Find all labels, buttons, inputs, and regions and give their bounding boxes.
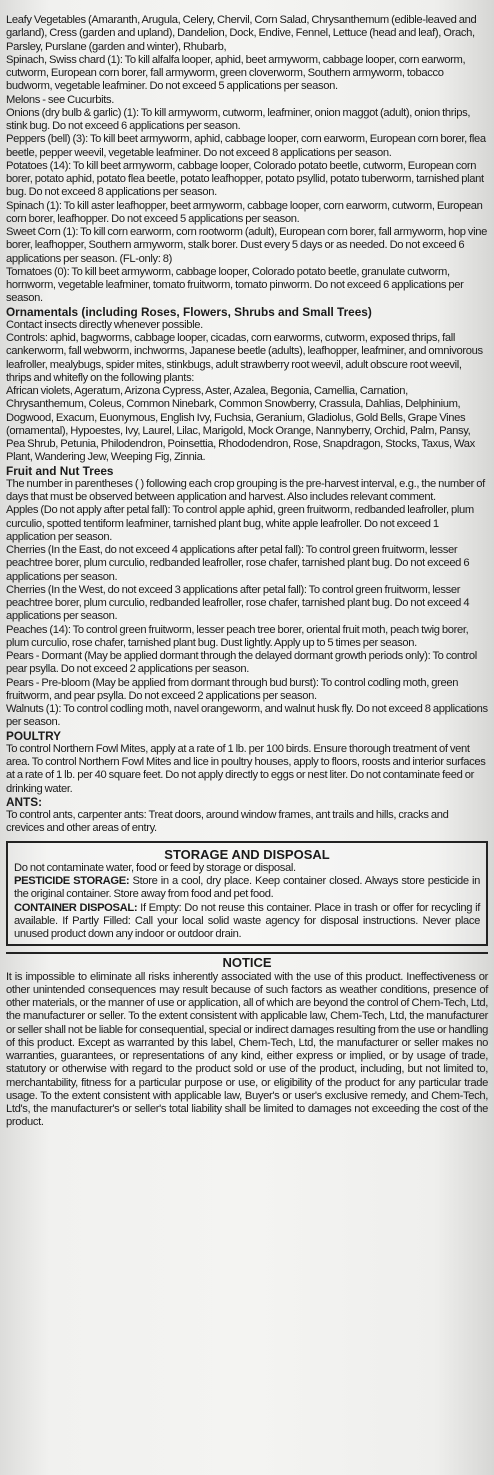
ornamentals-contact-note: Contact insects directly whenever possible. — [6, 318, 203, 331]
spinach-swiss-chard-entry: Spinach, Swiss chard (1): To kill alfalfa looper, aphid, beet armyworm, cabbage looper, corn earworm, cutworm, European corn borer, fall armyworm, green cloverworm, Southern armyworm, tobacco budworm, vegetable leafminer. Do not exceed 5 applications per season. — [6, 53, 466, 93]
ants-text: To control ants, carpenter ants: Treat doors, around window frames, ant trails and hills, cracks and crevices and other areas of entry. — [6, 809, 449, 835]
vegetables-section — [6, 14, 488, 306]
walnuts-entry: Walnuts (1): To control codling moth, navel orangeworm, and walnut husk fly. Do not exceed 8 applications per season. — [6, 703, 488, 729]
tomatoes-entry: Tomatoes (0): To kill beet armyworm, cabbage looper, Colorado potato beetle, granulate cutworm, hornworm, vegetable leafminer, tomato fruitworm, tomato pinworm. Do not exceed 6 applications per season. — [6, 265, 464, 305]
onions-entry: Onions (dry bulb & garlic) (1): To kill armyworm, cutworm, leafminer, onion maggot (adult), onion thrips, stink bug. Do not exceed 6 applications per season. — [6, 106, 471, 132]
poultry-heading: POULTRY — [6, 728, 62, 743]
peaches-entry: Peaches (14): To control green fruitworm, lesser peach tree borer, oriental fruit moth, peach twig borer, plum curculio, rose chafer, tarnished plant bug. Dust lightly. Apply up to 5 times per season. — [6, 623, 469, 649]
notice-text: It is impossible to eliminate all risks inherently associated with the use of this product. Ineffectiveness or other unintended consequences may result because of such factors as weather conditions, presence of other materials, or the manner of use or application, all of which are beyond the control of Chem-Tech, Ltd, the manufacturer or seller. To the extent consistent with applicable law, Chem-Tech, Ltd, the manufacturer or seller shall not be liable for consequential, special or indirect damages resulting from the use or handling of this product. Except as warranted by this label, Chem-Tech, Ltd, the manufacturer or seller makes no warranties, guarantees, or representations of any kind, either express or implied, or by usage of trade, statutory or otherwise with regard to the product sold or use of the product, including, but not limited to, merchantability, fitness for a particular purpose or use, or eligibility of the product for any particular trade usage. To the extent consistent with applicable law, Buyer's or user's exclusive remedy, and Chem-Tech, Ltd's, the manufacturer's or seller's total liability shall be limited to damages not exceeding the cost of the product. — [6, 970, 488, 1129]
notice-section — [6, 956, 488, 1129]
ornamentals-heading: Ornamentals (including Roses, Flowers, Shrubs and Small Trees) — [6, 304, 372, 319]
leafy-vegetables-entry: Leafy Vegetables (Amaranth, Arugula, Celery, Chervil, Corn Salad, Chrysanthemum (edible-leaved and garland), Cress (garden and upland), Dandelion, Dock, Endive, Fennel, Lettuce (head and leaf), Orach, Parsley, Purslane (garden and winter), Rhubarb, — [6, 14, 477, 53]
phi-explanation: The number in parentheses ( ) following each crop grouping is the pre-harvest interval, e.g., the number of days that must be observed between application and harvest. Also includes relevant comment. — [6, 477, 485, 503]
container-disposal-text: If Empty: Do not reuse this container. Place in trash or offer for recycling if available. If Partly Filled: Call your local solid waste agency for disposal instructions. Never place unused product down any indoor or outdoor drain. — [14, 901, 480, 940]
container-disposal — [14, 902, 480, 942]
ornamentals-plant-list: African violets, Ageratum, Arizona Cypress, Aster, Azalea, Begonia, Camellia, Carnation, Chrysanthemum, Coleus, Common Ninebark, Common Snowberry, Crassula, Dahlias, Delphinium, Dogwood, Exacum, Euonymous, English Ivy, Fuchsia, Geranium, Gladiolus, Gold Bells, Grape Vines (ornamental), Hypoestes, Ivy, Laurel, Lilac, Marigold, Mock Orange, Nannyberry, Orchid, Palm, Pansy, Pea Shrub, Petunia, Philodendron, Poinsettia, Rhododendron, Rose, Snapdragon, Stocks, Taxus, Wax Plant, Wandering Jew, Weeping Fig, Zinnia. — [6, 385, 475, 464]
fruit-nut-section — [6, 465, 488, 730]
apples-entry: Apples (Do not apply after petal fall): To control apple aphid, green fruitworm, redbanded leafroller, plum curculio, spotted tentiform leafminer, tarnished plant bug, white apple leafroller. Do not exceed 1 application per season. — [6, 504, 474, 543]
poultry-section — [6, 730, 488, 796]
ants-section — [6, 796, 488, 836]
storage-disposal-box — [6, 841, 488, 947]
peppers-entry: Peppers (bell) (3): To kill beet armyworm, aphid, cabbage looper, corn earworm, European corn borer, flea beetle, pepper weevil, vegetable leafminer. Do not exceed 8 applications per season. — [6, 133, 486, 159]
potatoes-entry: Potatoes (14): To kill beet armyworm, cabbage looper, Colorado potato beetle, cutworm, European corn borer, potato aphid, potato flea beetle, potato leafhopper, potato psyllid, potato tuberworm, tarnished plant bug. Do not exceed 8 applications per season. — [6, 159, 484, 199]
container-disposal-label: CONTAINER DISPOSAL: — [14, 901, 138, 914]
ornamentals-controls: Controls: aphid, bagworms, cabbage looper, cicadas, corn earworms, cutworm, exposed thrips, fall cankerworm, fall webworm, inchworms, Japanese beetle (adults), leafhopper, leafminer, and omnivorous leafroller, mealybugs, spider mites, stinkbugs, adult strawberry root weevil, adult obscure root weevil, thrips and whitefly on the following plants: — [6, 332, 483, 384]
melons-entry: Melons - see Cucurbits. — [6, 93, 114, 106]
pesticide-storage-text: Store in a cool, dry place. Keep container closed. Always store pesticide in the original container. Store away from food and pet food. — [14, 875, 480, 901]
pears-dormant-entry: Pears - Dormant (May be applied dormant through the delayed dormant growth periods only): To control pear psylla. Do not exceed 2 applications per season. — [6, 650, 477, 676]
storage-heading: STORAGE AND DISPOSAL — [164, 846, 330, 862]
cherries-east-entry: Cherries (In the East, do not exceed 4 applications after petal fall): To control green fruitworm, lesser peachtree borer, plum curculio, redbanded leafroller, rose chafer, tarnished plant bug. Do not exceed 6 applications per season. — [6, 544, 470, 583]
fruit-nut-heading: Fruit and Nut Trees — [6, 463, 114, 478]
ants-heading: ANTS: — [6, 794, 43, 809]
pesticide-storage — [14, 875, 480, 902]
notice-heading: NOTICE — [222, 955, 272, 971]
sweet-corn-entry: Sweet Corn (1): To kill corn earworm, corn rootworm (adult), European corn borer, fall armyworm, hop vine borer, leafhopper, Southern armyworm, stalk borer. Dust every 5 days or as needed. Do not exceed 6 applications per season. (FL-only: 8) — [6, 226, 488, 265]
spinach-entry: Spinach (1): To kill aster leafhopper, beet armyworm, cabbage looper, corn earworm, cutworm, European corn borer, leafhopper. Do not exceed 5 applications per season. — [6, 199, 483, 225]
pesticide-storage-label: PESTICIDE STORAGE: — [14, 875, 130, 887]
ornamentals-section — [6, 306, 488, 465]
pears-prebloom-entry: Pears - Pre-bloom (May be applied from dormant through bud burst): To control codling moth, green fruitworm, and pear psylla. Do not exceed 2 applications per season. — [6, 676, 459, 702]
poultry-text: To control Northern Fowl Mites, apply at a rate of 1 lb. per 100 birds. Ensure thorough treatment of vent area. To control Northern Fowl Mites and lice in poultry houses, apply to floors, roosts and interior surfaces at a rate of 1 lb. per 40 square feet. Do not apply directly to eggs or nest liter. Do not contaminate feed or drinking water. — [6, 742, 486, 795]
storage-intro: Do not contaminate water, food or feed by storage or disposal. — [14, 861, 296, 874]
cherries-west-entry: Cherries (In the West, do not exceed 3 applications after petal fall): To control green fruitworm, lesser peachtree borer, plum curculio, redbanded leafroller, rose chafer, tarnished plant bug. Do not exceed 4 applications per season. — [6, 583, 470, 623]
notice-divider — [6, 952, 488, 954]
